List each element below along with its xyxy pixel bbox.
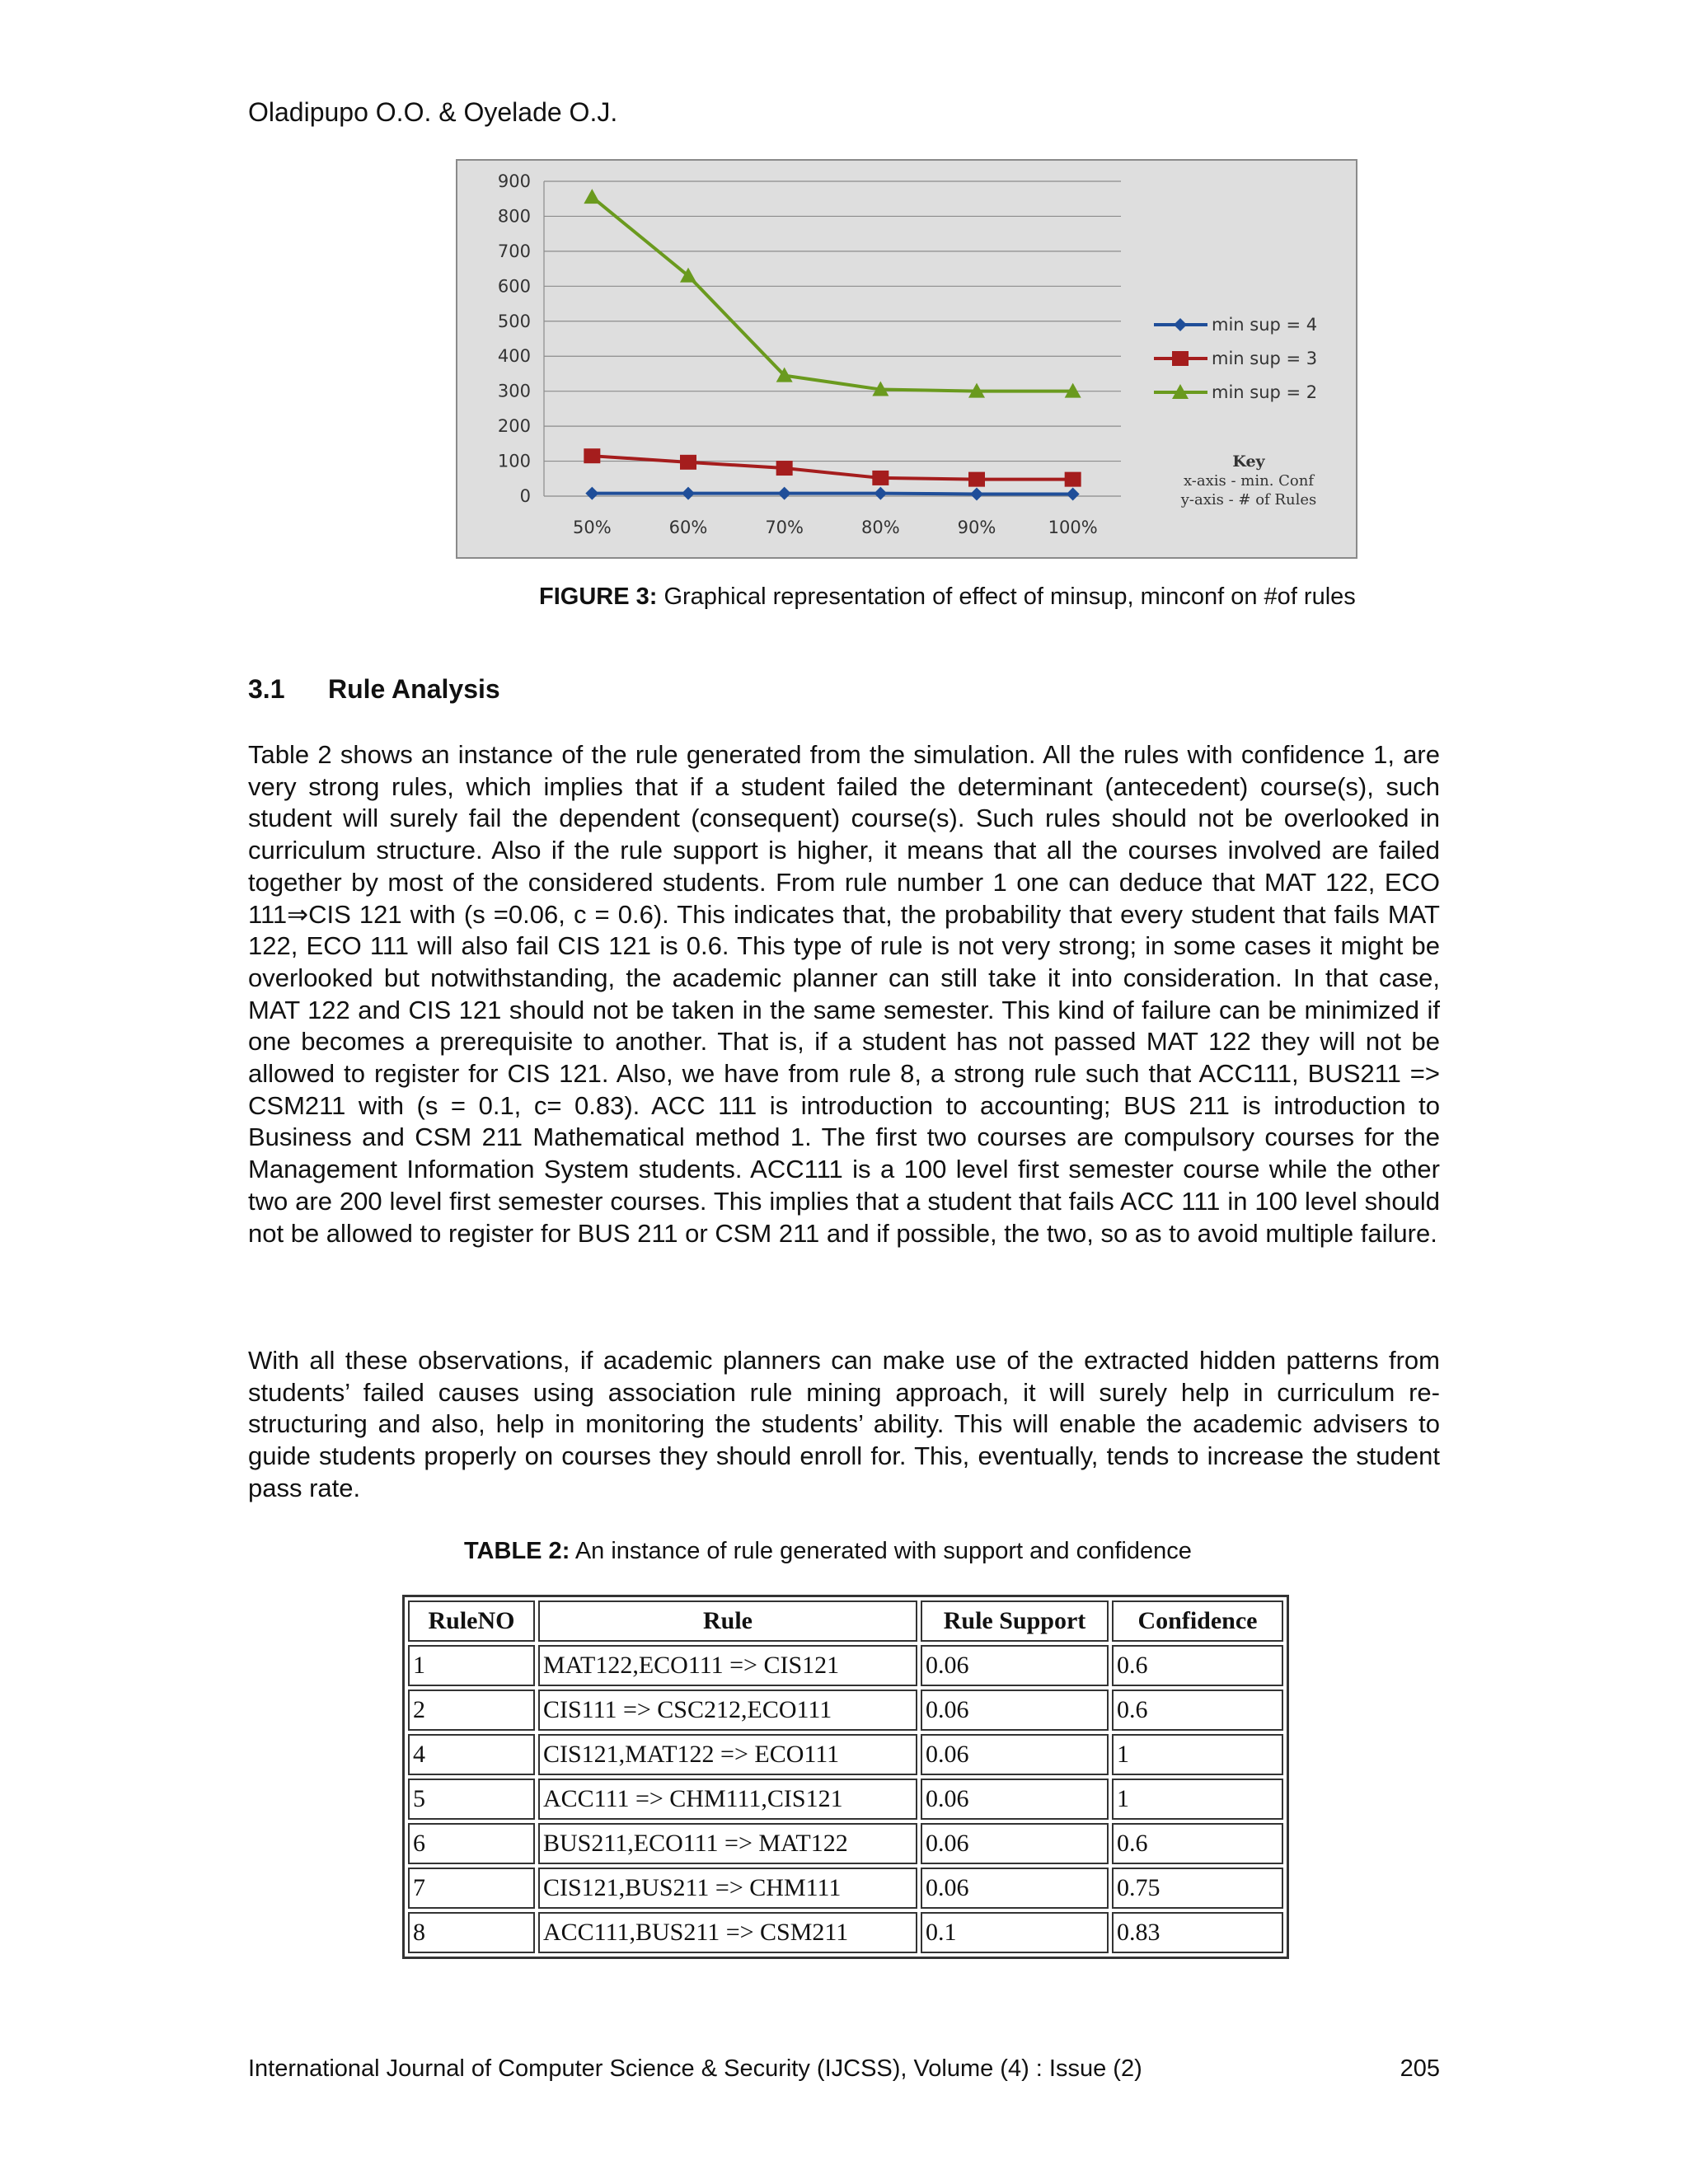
table-row: [408, 1690, 1283, 1731]
paragraph-observations: With all these observations, if academic planners can make use of the extracted hidden patterns from students’ failed causes using association rule mining approach, it will surely help in curriculum re-structuring and also, help in monitoring the students’ ability. This will enable the academic advisers to guide students properly on courses they should enroll for. This, eventually, tends to increase the student pass rate.: [248, 1346, 1440, 1502]
header-ruleno: RuleNO: [408, 1601, 535, 1642]
section-heading: [248, 674, 500, 705]
x-tick-label: 50%: [572, 518, 612, 537]
cell-ruleno: 8: [408, 1912, 535, 1953]
page-footer: [248, 2055, 1440, 2083]
legend-label: min sup = 2: [1212, 382, 1318, 402]
legend-marker: [1174, 318, 1187, 331]
table-caption: [464, 1538, 1192, 1565]
key-x-axis: x-axis - min. Conf: [1183, 472, 1315, 490]
data-point: [874, 487, 887, 500]
data-point: [680, 455, 696, 470]
data-point: [970, 487, 983, 500]
y-tick-label: 600: [497, 276, 531, 297]
cell-rule: ACC111,BUS211 => CSM211: [538, 1912, 917, 1953]
table-row: [408, 1734, 1283, 1775]
footer-journal: International Journal of Computer Science & Security (IJCSS), Volume (4) : Issue (2): [248, 2055, 1142, 2082]
key-title: Key: [1232, 452, 1265, 471]
series-line: [592, 197, 1072, 391]
rules-table: [402, 1595, 1289, 1959]
data-point: [682, 487, 695, 500]
x-tick-label: 100%: [1048, 518, 1098, 537]
cell-ruleno: 2: [408, 1690, 535, 1731]
x-tick-label: 70%: [765, 518, 804, 537]
y-tick-label: 400: [497, 346, 531, 367]
table-row: [408, 1912, 1283, 1953]
header-confidence: Confidence: [1112, 1601, 1283, 1642]
y-tick-label: 300: [497, 381, 531, 401]
table-caption-text: An instance of rule generated with support and confidence: [574, 1538, 1192, 1564]
data-point: [585, 487, 598, 500]
y-tick-label: 100: [497, 451, 531, 471]
legend-marker: [1172, 351, 1189, 366]
cell-support: 0.06: [921, 1690, 1109, 1731]
x-tick-label: 90%: [957, 518, 996, 537]
cell-rule: CIS121,MAT122 => ECO111: [538, 1734, 917, 1775]
data-point: [584, 189, 600, 204]
figure-3-chart: [456, 159, 1357, 559]
table-row: [408, 1645, 1283, 1686]
cell-support: 0.06: [921, 1779, 1109, 1820]
cell-support: 0.06: [921, 1823, 1109, 1864]
y-tick-label: 900: [497, 171, 531, 191]
page-number: 205: [1400, 2055, 1440, 2082]
y-tick-label: 200: [497, 416, 531, 437]
x-tick-label: 80%: [860, 518, 900, 537]
cell-ruleno: 1: [408, 1645, 535, 1686]
table-row: [408, 1823, 1283, 1864]
y-tick-label: 700: [497, 241, 531, 261]
cell-support: 0.1: [921, 1912, 1109, 1953]
table-row: [408, 1779, 1283, 1820]
data-point: [778, 487, 791, 500]
cell-rule: MAT122,ECO111 => CIS121: [538, 1645, 917, 1686]
cell-rule: CIS121,BUS211 => CHM111: [538, 1868, 917, 1909]
y-tick-label: 500: [497, 311, 531, 331]
legend-label: min sup = 3: [1212, 349, 1318, 368]
figure-caption-text: Graphical representation of effect of minsup, minconf on #of rules: [663, 583, 1356, 610]
cell-support: 0.06: [921, 1645, 1109, 1686]
cell-support: 0.06: [921, 1734, 1109, 1775]
table-caption-label: TABLE 2:: [464, 1538, 570, 1564]
cell-ruleno: 4: [408, 1734, 535, 1775]
data-point: [1065, 472, 1081, 487]
y-tick-label: 0: [519, 486, 531, 506]
cell-confidence: 0.6: [1112, 1823, 1283, 1864]
y-tick-label: 800: [497, 206, 531, 227]
cell-ruleno: 6: [408, 1823, 535, 1864]
cell-rule: BUS211,ECO111 => MAT122: [538, 1823, 917, 1864]
cell-ruleno: 7: [408, 1868, 535, 1909]
figure-caption-label: FIGURE 3:: [539, 583, 658, 610]
series-line: [592, 456, 1072, 479]
cell-ruleno: 5: [408, 1779, 535, 1820]
cell-confidence: 1: [1112, 1734, 1283, 1775]
section-title: Rule Analysis: [328, 674, 500, 704]
data-point: [584, 448, 600, 463]
cell-confidence: 1: [1112, 1779, 1283, 1820]
legend-label: min sup = 4: [1212, 315, 1318, 335]
cell-confidence: 0.6: [1112, 1690, 1283, 1731]
x-tick-label: 60%: [668, 518, 708, 537]
data-point: [776, 461, 793, 476]
cell-confidence: 0.75: [1112, 1868, 1283, 1909]
header-rule-support: Rule Support: [921, 1601, 1109, 1642]
cell-rule: ACC111 => CHM111,CIS121: [538, 1779, 917, 1820]
header-rule: Rule: [538, 1601, 917, 1642]
figure-caption: [539, 583, 1356, 611]
data-point: [872, 471, 889, 485]
cell-rule: CIS111 => CSC212,ECO111: [538, 1690, 917, 1731]
paragraph-rule-analysis: Table 2 shows an instance of the rule generated from the simulation. All the rules with confidence 1, are very strong rules, which implies that if a student failed the determinant (antecedent) course(s), such student will surely fail the dependent (consequent) course(s). Such rules should not be overlooked in curriculum structure. Also if the rule support is higher, it means that all the courses involved are failed together by most of the considered students. From rule number 1 one can deduce that MAT 122, ECO 111⇒CIS 121 with (s =0.06, c = 0.6). This indicates that, the probability that every student that fails MAT 122, ECO 111 will also fail CIS 121 is 0.6. This type of rule is not very strong; in some cases it might be overlooked but notwithstanding, the academic planner can still take it into consideration. In that case, MAT 122 and CIS 121 should not be taken in the same semester. This kind of failure can be minimized if one becomes a prerequisite to another. That is, if a student has not passed MAT 122 they will not be allowed to register for CIS 121. Also, we have from rule 8, a strong rule such that ACC111, BUS211 => CSM211 with (s = 0.1, c= 0.83). ACC 111 is introduction to accounting; BUS 211 is introduction to Business and CSM 211 Mathematical method 1. The first two courses are compulsory courses for the Management Information System students. ACC111 is a 100 level first semester course while the other two are 200 level first semester courses. This implies that a student that fails ACC 111 in 100 level should not be allowed to register for BUS 211 or CSM 211 and if possible, the two, so as to avoid multiple failure.: [248, 740, 1440, 1248]
data-point: [968, 472, 985, 487]
data-point: [1067, 487, 1080, 500]
cell-support: 0.06: [921, 1868, 1109, 1909]
cell-confidence: 0.6: [1112, 1645, 1283, 1686]
section-number: 3.1: [248, 674, 285, 704]
table-header-row: [408, 1601, 1283, 1642]
line-chart: [457, 161, 1356, 557]
running-header: Oladipupo O.O. & Oyelade O.J.: [248, 97, 618, 127]
table-row: [408, 1868, 1283, 1909]
key-y-axis: y-axis - # of Rules: [1180, 491, 1317, 509]
cell-confidence: 0.83: [1112, 1912, 1283, 1953]
